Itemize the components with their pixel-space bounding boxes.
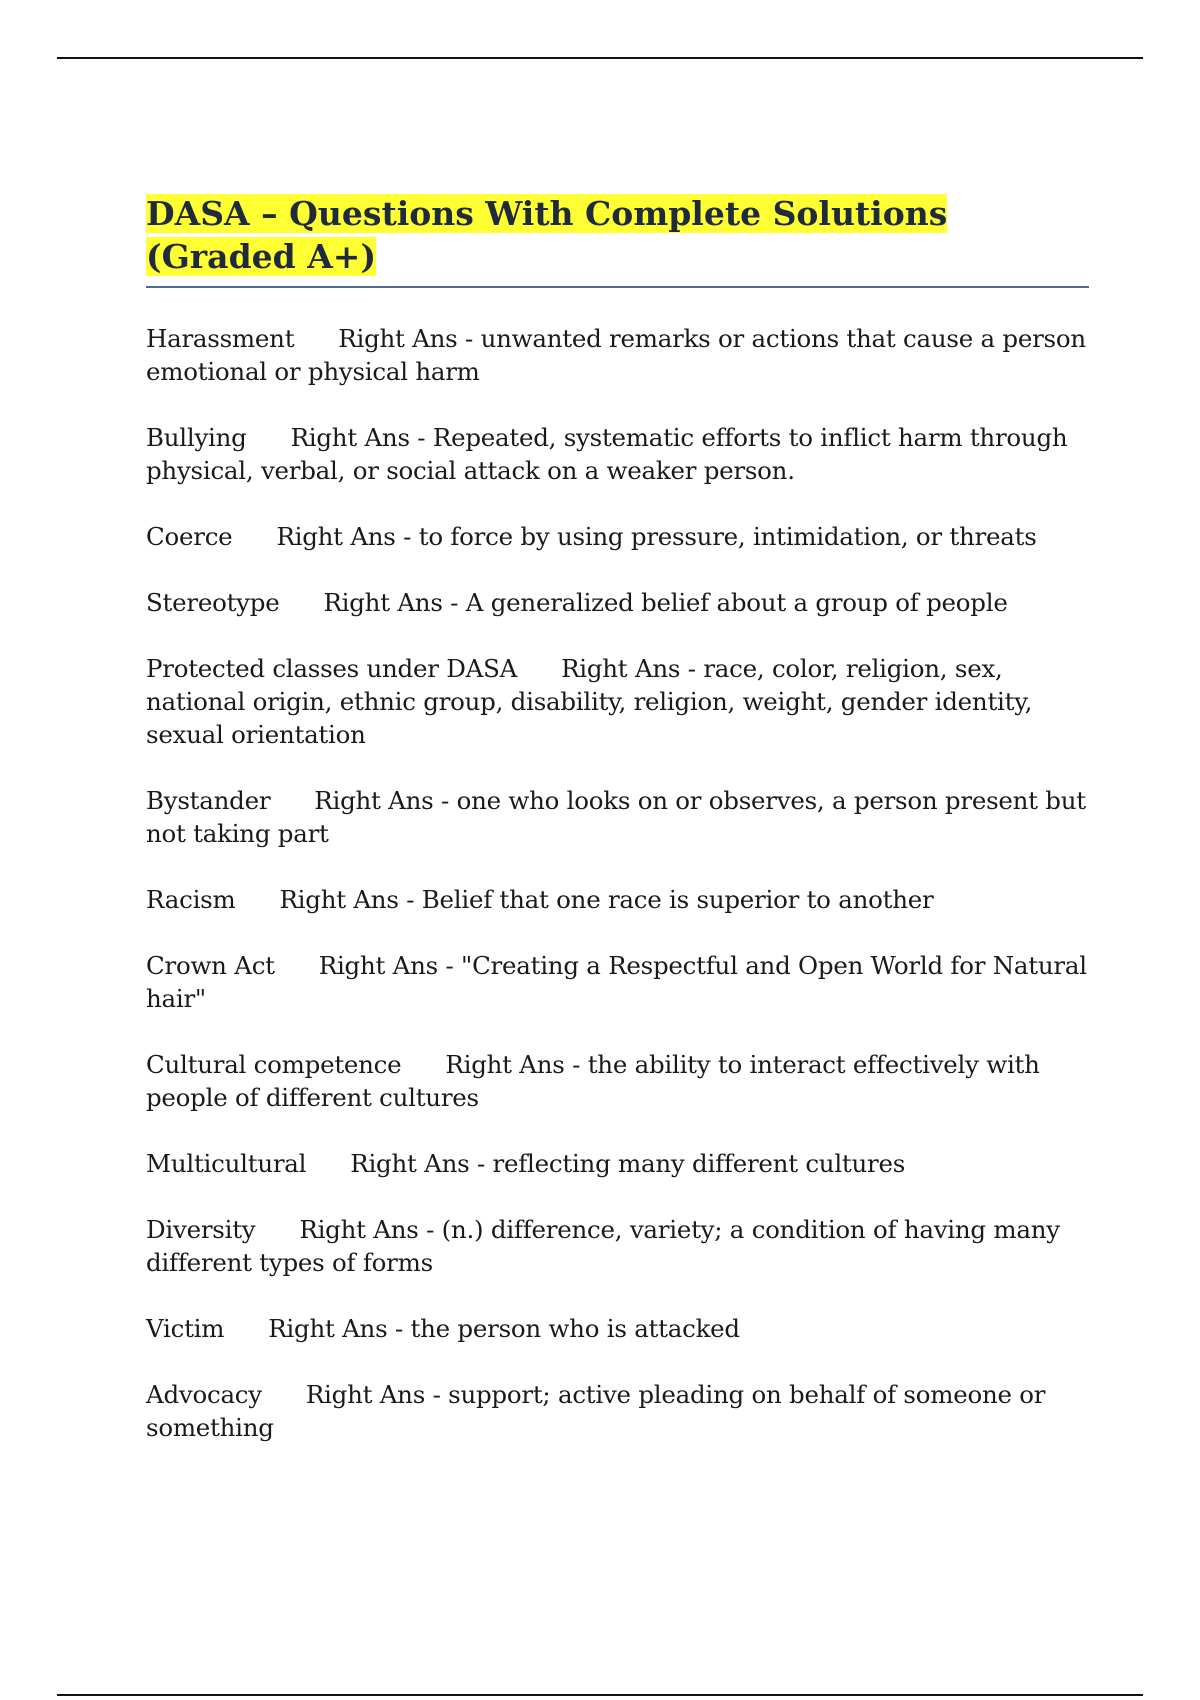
answer-prefix: Right Ans - [290, 423, 433, 452]
answer-prefix: Right Ans - [445, 1050, 588, 1079]
document-title [146, 192, 1089, 278]
answer-prefix: Right Ans - [318, 951, 462, 980]
footer-rule [57, 1694, 1143, 1696]
qa-entry [146, 520, 1089, 553]
entry-answer: one who looks on or observes, a person present but not taking part [146, 786, 1086, 848]
qa-entry [146, 883, 1089, 916]
answer-prefix: Right Ans - [323, 588, 466, 617]
qa-entry [146, 1213, 1089, 1279]
qa-entry [146, 1048, 1089, 1114]
qa-entry [146, 586, 1089, 619]
entry-answer: Belief that one race is superior to another [421, 885, 934, 914]
document-body [146, 192, 1089, 1477]
qa-entry [146, 322, 1089, 388]
entry-answer: (n.) difference, variety; a condition of having many different types of forms [146, 1215, 1060, 1277]
entry-answer: A generalized belief about a group of people [465, 588, 1008, 617]
entry-answer: to force by using pressure, intimidation, or threats [418, 522, 1037, 551]
answer-prefix: Right Ans - [276, 522, 419, 551]
qa-entry [146, 784, 1089, 850]
qa-entry [146, 1312, 1089, 1345]
answer-prefix: Right Ans - [338, 324, 481, 353]
answer-prefix: Right Ans - [305, 1380, 449, 1409]
document-title-text: DASA – Questions With Complete Solutions (Graded A+) [146, 194, 948, 276]
entry-term: Protected classes under DASA [146, 654, 518, 683]
qa-entry [146, 652, 1089, 751]
entry-term: Crown Act [146, 951, 275, 980]
entry-term: Coerce [146, 522, 233, 551]
qa-entry [146, 949, 1089, 1015]
title-block [146, 192, 1089, 288]
entry-answer: race, color, religion, sex, national origin, ethnic group, disability, religion, weight, gender identity, sexual orientation [146, 654, 1033, 749]
header-rule [57, 57, 1143, 59]
entry-term: Stereotype [146, 588, 280, 617]
entry-answer: Repeated, systematic efforts to inflict harm through physical, verbal, or social attack on a weaker person. [146, 423, 1068, 485]
entry-term: Harassment [146, 324, 295, 353]
qa-list [146, 322, 1089, 1444]
entry-term: Bullying [146, 423, 247, 452]
entry-term: Victim [146, 1314, 225, 1343]
answer-prefix: Right Ans - [350, 1149, 493, 1178]
answer-prefix: Right Ans - [314, 786, 457, 815]
qa-entry [146, 1378, 1089, 1444]
entry-term: Racism [146, 885, 236, 914]
entry-answer: reflecting many different cultures [492, 1149, 906, 1178]
entry-term: Diversity [146, 1215, 256, 1244]
answer-prefix: Right Ans - [299, 1215, 442, 1244]
qa-entry [146, 1147, 1089, 1180]
qa-entry [146, 421, 1089, 487]
entry-answer: the ability to interact effectively with people of different cultures [146, 1050, 1040, 1112]
answer-prefix: Right Ans - [561, 654, 704, 683]
entry-term: Multicultural [146, 1149, 307, 1178]
entry-answer: "Creating a Respectful and Open World for Natural hair" [146, 951, 1087, 1013]
answer-prefix: Right Ans - [279, 885, 422, 914]
entry-answer: the person who is attacked [410, 1314, 740, 1343]
entry-answer: unwanted remarks or actions that cause a person emotional or physical harm [146, 324, 1086, 386]
entry-answer: support; active pleading on behalf of someone or something [146, 1380, 1046, 1442]
answer-prefix: Right Ans - [268, 1314, 411, 1343]
entry-term: Cultural competence [146, 1050, 402, 1079]
entry-term: Advocacy [146, 1380, 262, 1409]
entry-term: Bystander [146, 786, 271, 815]
